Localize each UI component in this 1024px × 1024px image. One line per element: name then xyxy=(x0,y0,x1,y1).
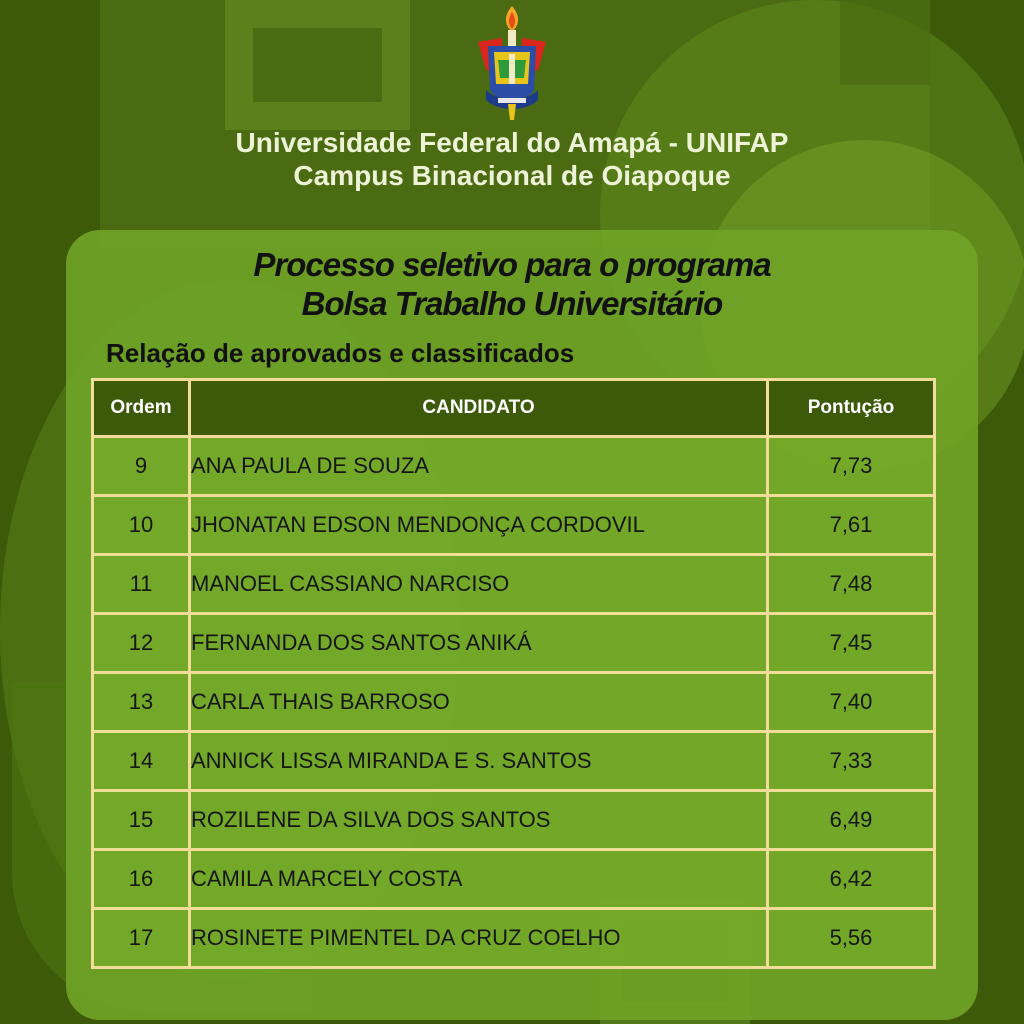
table-row xyxy=(93,791,935,850)
table-row xyxy=(93,850,935,909)
candidate-cell: ROSINETE PIMENTEL DA CRUZ COELHO xyxy=(190,909,768,968)
candidate-cell: ANA PAULA DE SOUZA xyxy=(190,437,768,496)
university-name: Universidade Federal do Amapá - UNIFAP xyxy=(235,127,789,158)
page-title xyxy=(0,245,1024,323)
column-header-order: Ordem xyxy=(93,380,190,437)
score-cell: 7,45 xyxy=(768,614,935,673)
column-header-candidate: CANDIDATO xyxy=(190,380,768,437)
order-cell: 16 xyxy=(93,850,190,909)
score-cell: 7,61 xyxy=(768,496,935,555)
score-cell: 7,33 xyxy=(768,732,935,791)
candidate-cell: ROZILENE DA SILVA DOS SANTOS xyxy=(190,791,768,850)
bg-shape xyxy=(840,0,930,85)
table-row xyxy=(93,555,935,614)
table-row xyxy=(93,614,935,673)
title-line-2: Bolsa Trabalho Universitário xyxy=(301,285,723,322)
list-subtitle: Relação de aprovados e classificados xyxy=(106,338,575,368)
score-cell: 7,48 xyxy=(768,555,935,614)
score-cell: 7,73 xyxy=(768,437,935,496)
order-cell: 10 xyxy=(93,496,190,555)
bg-shape xyxy=(225,0,410,130)
table-row xyxy=(93,732,935,791)
table-row xyxy=(93,496,935,555)
table-header-row xyxy=(93,380,935,437)
order-cell: 9 xyxy=(93,437,190,496)
order-cell: 17 xyxy=(93,909,190,968)
column-header-score: Pontução xyxy=(768,380,935,437)
candidate-cell: MANOEL CASSIANO NARCISO xyxy=(190,555,768,614)
score-cell: 7,40 xyxy=(768,673,935,732)
order-cell: 12 xyxy=(93,614,190,673)
university-crest-icon xyxy=(472,4,552,122)
order-cell: 13 xyxy=(93,673,190,732)
order-cell: 15 xyxy=(93,791,190,850)
table-row xyxy=(93,437,935,496)
candidate-cell: JHONATAN EDSON MENDONÇA CORDOVIL xyxy=(190,496,768,555)
candidate-cell: ANNICK LISSA MIRANDA E S. SANTOS xyxy=(190,732,768,791)
campus-name: Campus Binacional de Oiapoque xyxy=(293,160,731,191)
score-cell: 5,56 xyxy=(768,909,935,968)
candidate-cell: CAMILA MARCELY COSTA xyxy=(190,850,768,909)
score-cell: 6,42 xyxy=(768,850,935,909)
institution-header xyxy=(0,126,1024,192)
results-table xyxy=(91,378,936,969)
table-row xyxy=(93,909,935,968)
candidate-cell: FERNANDA DOS SANTOS ANIKÁ xyxy=(190,614,768,673)
order-cell: 11 xyxy=(93,555,190,614)
candidate-cell: CARLA THAIS BARROSO xyxy=(190,673,768,732)
order-cell: 14 xyxy=(93,732,190,791)
score-cell: 6,49 xyxy=(768,791,935,850)
table-row xyxy=(93,673,935,732)
title-line-1: Processo seletivo para o programa xyxy=(253,246,771,283)
